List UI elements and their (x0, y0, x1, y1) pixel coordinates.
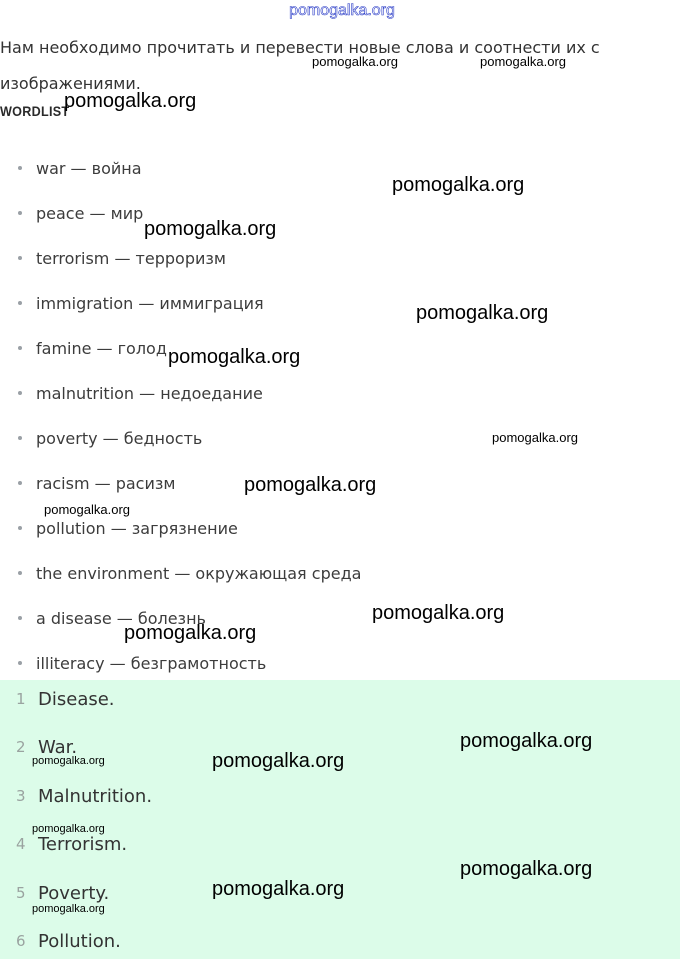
watermark: pomogalka.org (244, 474, 377, 496)
bullet-icon (18, 391, 22, 395)
list-item (0, 471, 175, 495)
list-item-text: the environment — окружающая среда (36, 563, 362, 583)
watermark: pomogalka.org (44, 502, 130, 517)
watermark: pomogalka.org (480, 54, 566, 69)
watermark: pomogalka.org (460, 858, 593, 880)
answer-row (0, 685, 115, 713)
site-title: pomogalka.org (289, 2, 395, 19)
list-item-text: immigration — иммиграция (36, 293, 264, 313)
list-item-text: famine — голод (36, 338, 167, 358)
list-item-text: terrorism — терроризм (36, 248, 226, 268)
wordlist-heading: WORDLIST (0, 103, 70, 119)
watermark: pomogalka.org (312, 54, 398, 69)
watermark: pomogalka.org (212, 878, 345, 900)
answer-text: Terrorism. (38, 833, 128, 855)
answer-text: Malnutrition. (38, 785, 153, 807)
answer-text: Disease. (38, 688, 115, 710)
list-item-text: malnutrition — недоедание (36, 383, 263, 403)
answer-row (0, 782, 152, 810)
answer-text: Poverty. (38, 882, 110, 904)
watermark: pomogalka.org (492, 430, 578, 445)
bullet-icon (18, 256, 22, 260)
list-item (0, 201, 143, 225)
answer-number: 5 (16, 884, 26, 902)
watermark: pomogalka.org (372, 602, 505, 624)
bullet-icon (18, 211, 22, 215)
bullet-icon (18, 481, 22, 485)
answer-number: 1 (16, 690, 26, 708)
answer-number: 2 (16, 738, 26, 756)
watermark: pomogalka.org (392, 174, 525, 196)
bullet-icon (18, 436, 22, 440)
bullet-icon (18, 661, 22, 665)
watermark: pomogalka.org (32, 903, 105, 915)
watermark: pomogalka.org (124, 622, 257, 644)
bullet-icon (18, 571, 22, 575)
list-item (0, 336, 167, 360)
list-item-text: illiteracy — безграмотность (36, 653, 267, 673)
list-item (0, 381, 263, 405)
answer-number: 6 (16, 932, 26, 950)
watermark: pomogalka.org (32, 823, 105, 835)
list-item-text: a disease — болезнь (36, 608, 206, 628)
list-item-text: peace — мир (36, 203, 144, 223)
answer-text: War. (38, 736, 78, 758)
watermark: pomogalka.org (168, 346, 301, 368)
watermark: pomogalka.org (416, 302, 549, 324)
bullet-icon (18, 346, 22, 350)
list-item-text: poverty — бедность (36, 428, 203, 448)
answer-text: Pollution. (38, 930, 121, 952)
list-item (0, 426, 202, 450)
answer-number: 4 (16, 835, 26, 853)
intro-paragraph: Нам необходимо прочитать и перевести новые слова и соотнести их с изображениями. (0, 38, 600, 93)
bullet-icon (18, 616, 22, 620)
watermark: pomogalka.org (144, 218, 277, 240)
watermark: pomogalka.org (212, 750, 345, 772)
answer-number: 3 (16, 787, 26, 805)
bullet-icon (18, 301, 22, 305)
answers-section (0, 680, 680, 959)
list-item (0, 246, 226, 270)
watermark: pomogalka.org (460, 730, 593, 752)
list-item (0, 516, 238, 540)
list-item (0, 291, 264, 315)
bullet-icon (18, 166, 22, 170)
list-item (0, 651, 266, 675)
list-item-text: pollution — загрязнение (36, 518, 238, 538)
bullet-icon (18, 526, 22, 530)
list-item-text: war — война (36, 158, 142, 178)
watermark: pomogalka.org (32, 755, 105, 767)
list-item-text: racism — расизм (36, 473, 176, 493)
answer-row (0, 927, 121, 955)
list-item (0, 156, 142, 180)
watermark: pomogalka.org (64, 90, 197, 112)
list-item (0, 561, 361, 585)
